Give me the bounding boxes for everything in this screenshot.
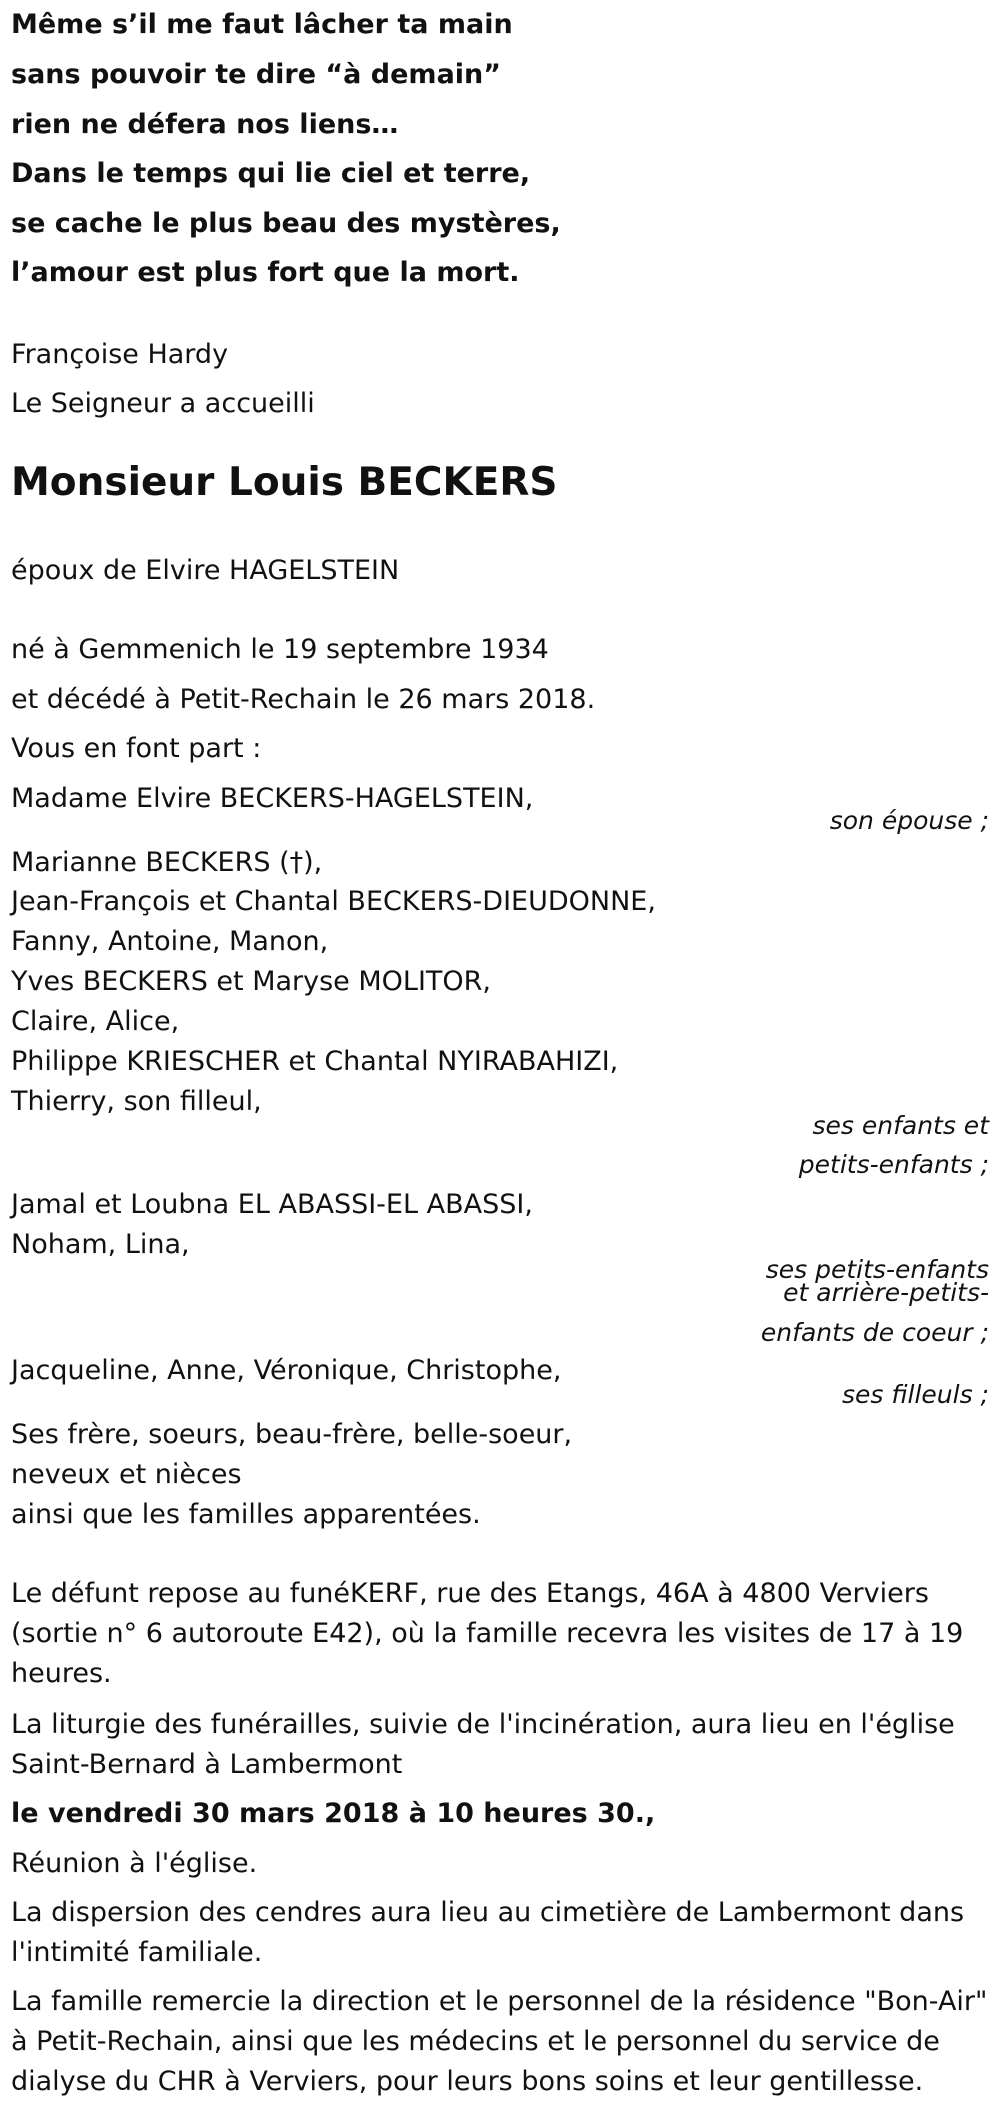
child-line-2: Jean-François et Chantal BECKERS-DIEUDONNE,: [11, 886, 656, 917]
announce-line: Vous en font part :: [11, 733, 262, 764]
thanks-paragraph: La famille remercie la direction et le personnel de la résidence "Bon-Air" à Petit-Rechain, ainsi que les médecins et le personnel du service de dialyse du CHR à Verviers, pour leurs bons soins et leur gentillesse.: [11, 1986, 988, 2097]
children-role-1: ses enfants et: [812, 1111, 989, 1140]
spouse-line: époux de Elvire HAGELSTEIN: [11, 555, 400, 586]
child-line-6: Philippe KRIESCHER et Chantal NYIRABAHIZI,: [11, 1046, 619, 1077]
heart-role-2: et arrière-petits-: [783, 1278, 989, 1307]
intro-text: Le Seigneur a accueilli: [11, 388, 315, 419]
liturgy-paragraph: La liturgie des funérailles, suivie de l'incinération, aura lieu en l'église Saint-Bernard à Lambermont: [11, 1709, 955, 1780]
poem-author: Françoise Hardy: [11, 339, 229, 370]
wife-line: Madame Elvire BECKERS-HAGELSTEIN,: [11, 783, 534, 814]
godchildren-line: Jacqueline, Anne, Véronique, Christophe,: [11, 1355, 562, 1386]
children-role-2: petits-enfants ;: [798, 1150, 989, 1179]
poem-line-4: Dans le temps qui lie ciel et terre,: [11, 158, 531, 189]
child-line-3: Fanny, Antoine, Manon,: [11, 926, 329, 957]
heart-role-1: ses petits-enfants: [765, 1255, 989, 1284]
godchildren-role: ses filleuls ;: [842, 1380, 989, 1409]
ceremony-date: le vendredi 30 mars 2018 à 10 heures 30.,: [11, 1798, 656, 1829]
deceased-name: Monsieur Louis BECKERS: [11, 460, 558, 505]
meeting-line: Réunion à l'église.: [11, 1848, 258, 1879]
heart-role-3: enfants de coeur ;: [760, 1318, 989, 1347]
poem-line-3: rien ne défera nos liens…: [11, 109, 399, 140]
wife-role: son épouse ;: [829, 806, 989, 835]
poem-line-2: sans pouvoir te dire “à demain”: [11, 59, 502, 90]
others-line-3: ainsi que les familles apparentées.: [11, 1499, 481, 1530]
poem-line-6: l’amour est plus fort que la mort.: [11, 257, 520, 288]
child-line-5: Claire, Alice,: [11, 1006, 180, 1037]
heart-line-1: Jamal et Loubna EL ABASSI-EL ABASSI,: [11, 1189, 533, 1220]
others-line-2: neveux et nièces: [11, 1459, 242, 1490]
poem-line-1: Même s’il me faut lâcher ta main: [11, 9, 513, 40]
heart-line-2: Noham, Lina,: [11, 1229, 190, 1260]
child-line-7: Thierry, son filleul,: [11, 1086, 262, 1117]
death-line: et décédé à Petit-Rechain le 26 mars 2018.: [11, 684, 596, 715]
poem-line-5: se cache le plus beau des mystères,: [11, 208, 561, 239]
child-line-1: Marianne BECKERS (†),: [11, 847, 323, 878]
others-line-1: Ses frère, soeurs, beau-frère, belle-soeur,: [11, 1419, 573, 1450]
child-line-4: Yves BECKERS et Maryse MOLITOR,: [11, 966, 492, 997]
rest-paragraph: Le défunt repose au funéKERF, rue des Etangs, 46A à 4800 Verviers (sortie n° 6 autoroute E42), où la famille recevra les visites de 17 à 19 heures.: [11, 1578, 964, 1689]
dispersion-paragraph: La dispersion des cendres aura lieu au cimetière de Lambermont dans l'intimité familiale.: [11, 1897, 965, 1968]
birth-line: né à Gemmenich le 19 septembre 1934: [11, 634, 549, 665]
